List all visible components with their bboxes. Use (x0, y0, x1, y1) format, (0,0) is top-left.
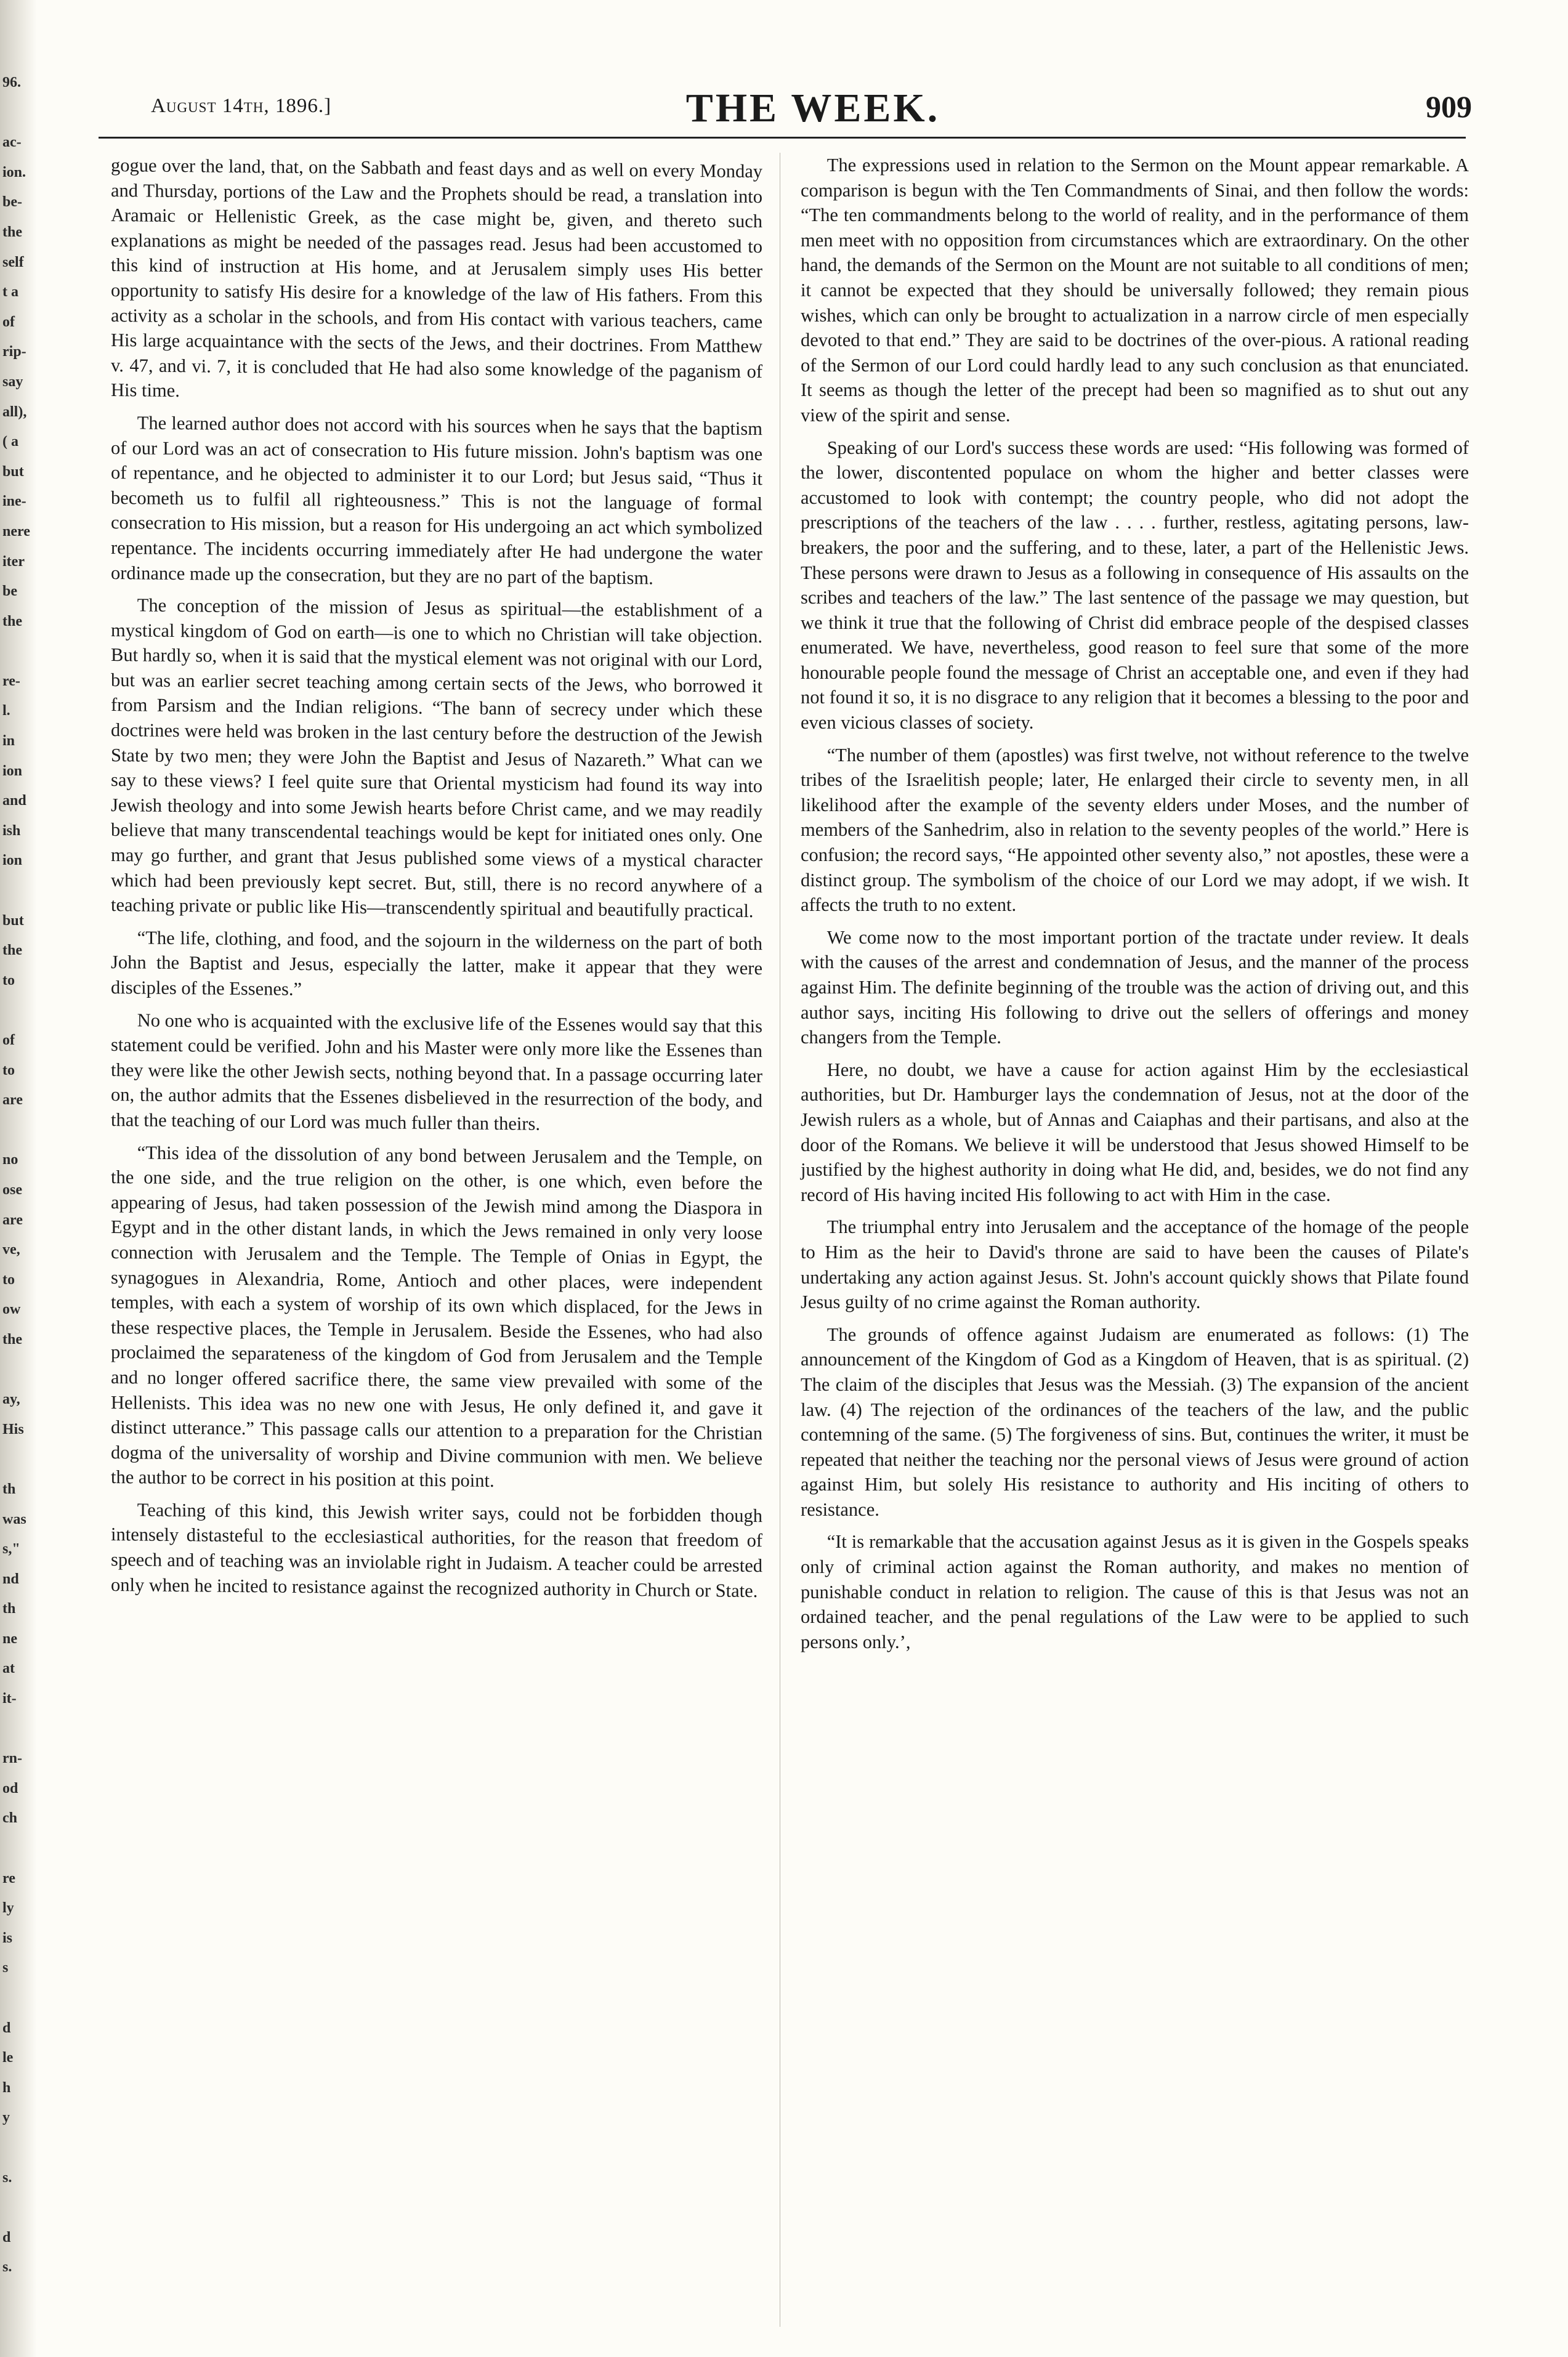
paragraph: Here, no doubt, we have a cause for action against Him by the ecclesiastical authorities, but Dr. Hamburger lays the condemnation of Jesus, not at the door of the Jewish rulers as a whole, but of Annas and Caiaphas and their partisans, and also at the door of the Romans. We believe it will be understood that Jesus showed Himself to be justified by the highest authority in doing what He did, and, besides, we do not find any record of His having incited His following to act with Him in the case. (801, 1059, 1469, 1205)
page-header (151, 85, 1472, 140)
paragraph: No one who is acquainted with the exclusive life of the Essenes would say that this statement could be verified. John and his Master were only more like the Essenes than they were like the other Jewish sects, nothing beyond that. In a passage occurring later on, the author admits that the Essenes disbelieved in the resurrection of the body, and that the teaching of our Lord was much fuller than theirs. (111, 1009, 762, 1134)
paragraph: “This idea of the dissolution of any bond between Jerusalem and the Temple, on the one side, and the true religion on the other, is one which, even before the appearing of Jesus, had taken possession of the Jewish mind among the Diaspora in Egypt and in the other distant lands, in which the Jews remained in only very loose connection with Jerusalem and the Temple. The Temple of Onias in Egypt, the synagogues in Alexandria, Rome, Antioch and other places, were independent temples, with each a system of worship of its own which displaced, for the Jews in these respective places, the Temple in Jerusalem. Beside the Essenes, who had also proclaimed the separateness of the kingdom of God from Jerusalem and the Temple and no longer offered sacrifice there, the same view prevailed with some of the Hellenists. This idea was no new one with Jesus, He only defined it, and gave it distinct utterance.” This passage calls our attention to a preparation for the Christian dogma of the universality of worship and Divine communion with men. We believe the author to be correct in his position at this point. (111, 1141, 762, 1492)
paragraph: The conception of the mission of Jesus as spiritual—the establishment of a mystical kingdom of God on earth—is one to which no Christian will take objection. But hardly so, when it is said that the mystical element was not original with our Lord, but was an earlier secret teaching among certain sects of the Jews, who borrowed it from Parsism and the Indian religions. “The bann of secrecy under which these doctrines were held was broken in the last century before the destruction of the Jewish State by two men; they were John the Baptist and Jesus of Nazareth.” What can we say to these views? I feel quite sure that Oriental mysticism had found its way into Jewish theology and into some Jewish hearts before Christ came, and we may readily believe that many transcendental teachings would be kept for initiated ones only. One may go further, and grant that Jesus published some views of a mystical character which had been previously kept secret. But, still, there is no record anywhere of a teaching private or public like His—transcendently spiritual and beautifully practical. (111, 594, 762, 922)
paragraph: “The life, clothing, and food, and the sojourn in the wilderness on the part of both John the Baptist and Jesus, especially the latter, make it appear that they were disciples of the Essenes.” (111, 927, 762, 1000)
right-column (801, 153, 1469, 2333)
paragraph: Speaking of our Lord's success these words are used: “His following was formed of the lower, discontented populace on whom the higher and better classes were accustomed to look with contempt; the country people, who did not adopt the prescriptions of the teachers of the law . . . . further, restless, agitating persons, law-breakers, the poor and the suffering, and to these, later, a part of the Hellenistic Jews. These persons were drawn to Jesus as a following in consequence of His assaults on the scribes and teachers of the law.” The last sentence of the passage we may question, but we think it true that the following of Christ did embrace people of the despised classes enumerated. We have, nevertheless, good reason to feel sure that some of the more honourable people found the message of Christ an acceptable one, and even if they had not found it so, it is no disgrace to any religion that it becomes a blessing to the poor and even vicious classes of society. (801, 437, 1469, 734)
header-rule (99, 137, 1466, 139)
paragraph: The learned author does not accord with his sources when he says that the baptism of our Lord was an act of consecration to His future mission. John's baptism was one of repentance, and he objected to administer it to our Lord; but Jesus said, “Thus it becometh us to fulfil all righteousness.” This is not the language of formal consecration to His mission, but a reason for His undergoing an act which symbolized repentance. The incidents occurring immediately after He had undergone the water ordinance made up the consecration, but they are no part of the baptism. (111, 412, 762, 588)
paragraph: We come now to the most important portion of the tractate under review. It deals with the causes of the arrest and condemnation of Jesus, and the manner of the process against Him. The definite beginning of the trouble was the action of driving out, and this author says, inciting His following to drive out the sellers of offerings and money changers from the Temple. (801, 926, 1469, 1048)
paragraph: “It is remarkable that the accusation against Jesus as it is given in the Gospels speaks only of criminal action against the Roman authority, and makes no mention of punishable conduct in relation to religion. The cause of this is that Jesus was not an ordained teacher, and the penal regulations of the Law were to be applied to such persons only.’, (801, 1531, 1469, 1652)
previous-page-margin-fragments: 96. ac- ion. be- the self t a of rip- say all), ( a but ine- nere iter be the re- l. in ion and ish ion but the to of to are no ose are ve, to ow the ay, His th was s," nd th ne at it- rn- od ch re ly is s d le h y s. d s. (2, 75, 30, 2276)
paragraph: Teaching of this kind, this Jewish writer says, could not be forbidden though intensely distasteful to the ecclesiastical authorities, for the reason that freedom of speech and of teaching was an inviolable right in Judaism. A teacher could be arrested only when he incited to resistance against the recognized authority in Church or State. (111, 1499, 762, 1601)
page-number: 909 (1426, 89, 1472, 124)
paragraph: The grounds of offence against Judaism are enumerated as follows: (1) The announcement of the Kingdom of God as a Kingdom of Heaven, that is as spiritual. (2) The claim of the disciples that Jesus was the Messiah. (3) The expansion of the ancient law. (4) The rejection of the ordinances of the teachers of the law, and the public contemning of the same. (5) The forgiveness of sins. But, continues the writer, it must be repeated that neither the teaching nor the personal views of Jesus were ground of action against Him, but solely His resistance to authority and His inciting of others to resistance. (801, 1324, 1469, 1520)
left-column (111, 153, 762, 2339)
paragraph: gogue over the land, that, on the Sabbath and feast days and as well on every Monday and Thursday, portions of the Law and the Prophets should be read, a translation into Aramaic or Hellenistic Greek, as the case might be, given, and thereto such explanations as might be needed of the passages read. Jesus had been accustomed to this kind of instruction at His home, and at Jerusalem simply uses His better opportunity to satisfy His desire for a knowledge of the law of His fathers. From this activity as a scholar in the schools, and from His contact with various teachers, came His large acquaintance with the sects of the Jews, and their doctrines. From Matthew v. 47, and vi. 7, it is concluded that He had also some knowledge of the paganism of His time. (111, 155, 762, 402)
paragraph: The triumphal entry into Jerusalem and the acceptance of the homage of the people to Him as the heir to David's throne are said to have been the causes of Pilate's undertaking any action against Jesus. St. John's account quickly shows that Pilate found Jesus guilty of no crime against the Roman authority. (801, 1216, 1469, 1313)
issue-date: August 14th, 1896.] (151, 95, 332, 117)
paragraph: The expressions used in relation to the Sermon on the Mount appear remarkable. A comparison is begun with the Ten Commandments of Sinai, and then follow the words: “The ten commandments belong to the world of reality, and in the performance of them men meet with no opposition from circumstances which are extraordinary. On the other hand, the demands of the Sermon on the Mount are not suitable to all conditions of men; it cannot be expected that they should be universally followed; they remain pious wishes, which can only be brought to actualization in a narrow circle of men especially devoted to that end.” They are said to be doctrines of the over-pious. A rational reading of the Sermon of our Lord could hardly lead to any such conclusion as that enunciated. It seems as though the letter of the precept had been so magnified as to shut out any view of the spirit and sense. (801, 155, 1469, 426)
publication-title: THE WEEK. (685, 86, 940, 131)
paragraph: “The number of them (apostles) was first twelve, not without reference to the twelve tribes of the Israelitish people; later, He enlarged their circle to seventy men, in all likelihood after the example of the seventy elders under Moses, and the number of members of the Sanhedrim, also in relation to the seventy peoples of the world.” Here is confusion; the record says, “He appointed other seventy also,” not apostles, these were a distinct group. The symbolism of the choice of our Lord we may adopt, if we wish. It affects the truth to no extent. (801, 744, 1469, 916)
